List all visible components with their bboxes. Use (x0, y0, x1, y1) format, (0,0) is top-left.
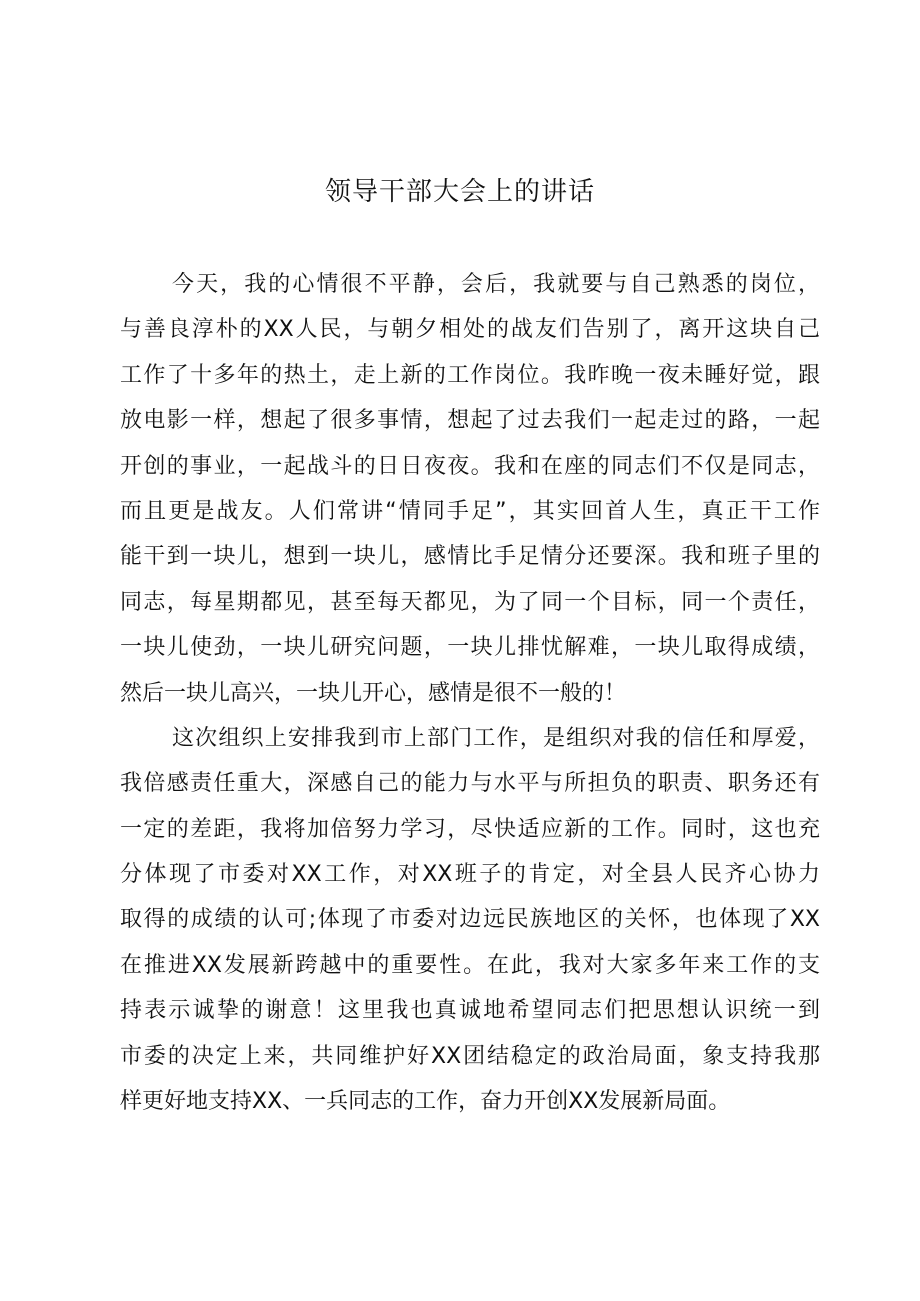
text-line: 一定的差距，我将加倍努力学习，尽快适应新的工作。同时，这也充 (120, 816, 820, 842)
paragraph-1 (120, 262, 820, 716)
text-line: 持表示诚挚的谢意！这里我也真诚地希望同志们把思想认识统一到 (120, 998, 820, 1024)
text-line: 我倍感责任重大，深感自己的能力与水平与所担负的职责、职务还有 (120, 771, 820, 797)
text-line: 开创的事业，一起战斗的日日夜夜。我和在座的同志们不仅是同志， (120, 453, 820, 479)
text-line: 同志，每星期都见，甚至每天都见，为了同一个目标，同一个责任， (120, 589, 820, 615)
text-line: 取得的成绩的认可;体现了市委对边远民族地区的关怀，也体现了XX (120, 907, 820, 933)
text-line: 而且更是战友。人们常讲“情同手足”，其实回首人生，真正干工作 (120, 498, 820, 524)
text-line: 与善良淳朴的XX人民，与朝夕相处的战友们告别了，离开这块自己 (120, 317, 820, 343)
text-line: 一块儿使劲，一块儿研究问题，一块儿排忧解难，一块儿取得成绩， (120, 635, 820, 661)
text-line: 在推进XX发展新跨越中的重要性。在此，我对大家多年来工作的支 (120, 952, 820, 978)
document-title: 领导干部大会上的讲话 (324, 177, 595, 207)
text-line: 市委的决定上来，共同维护好XX团结稳定的政治局面，象支持我那 (120, 1043, 820, 1069)
text-line: 工作了十多年的热土，走上新的工作岗位。我昨晚一夜未睡好觉，跟 (120, 362, 820, 388)
paragraph-2 (120, 716, 820, 1125)
document-body (120, 262, 820, 1124)
text-line: 今天，我的心情很不平静，会后，我就要与自己熟悉的岗位， (172, 272, 820, 297)
text-line: 样更好地支持XX、一兵同志的工作，奋力开创XX发展新局面。 (120, 1089, 731, 1115)
text-line: 放电影一样，想起了很多事情，想起了过去我们一起走过的路，一起 (120, 408, 820, 434)
text-line: 然后一块儿高兴，一块儿开心，感情是很不一般的！ (120, 680, 627, 706)
text-line: 分体现了市委对XX工作，对XX班子的肯定，对全县人民齐心协力 (120, 862, 820, 888)
text-line: 这次组织上安排我到市上部门工作，是组织对我的信任和厚爱， (172, 725, 820, 751)
text-line: 能干到一块儿，想到一块儿，感情比手足情分还要深。我和班子里的 (120, 544, 820, 570)
